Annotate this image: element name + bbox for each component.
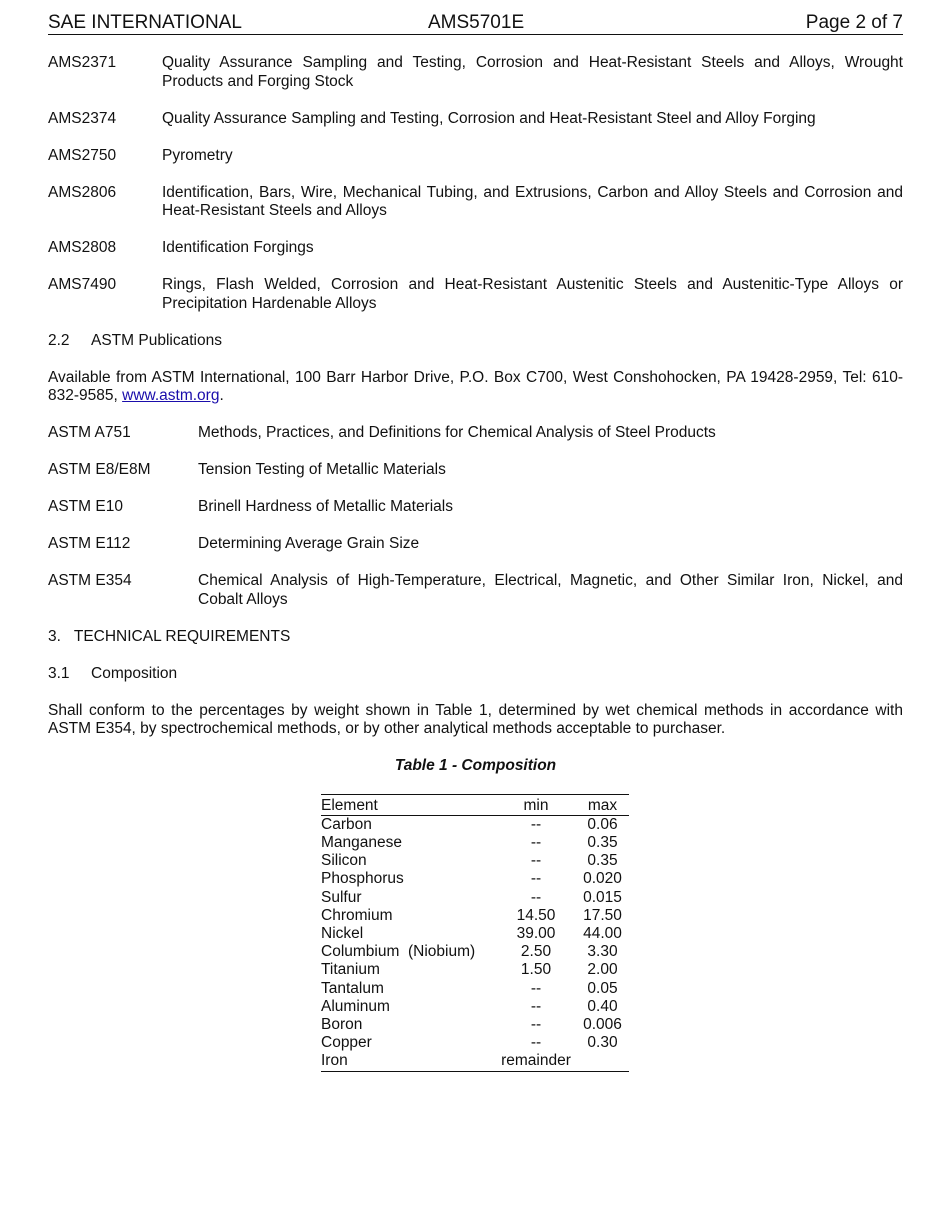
- document-page: [48, 0, 903, 1072]
- max-cell: 17.50: [583, 906, 622, 924]
- max-cell: 0.35: [587, 852, 618, 870]
- table-row: [321, 943, 629, 961]
- reference-title: Rings, Flash Welded, Corrosion and Heat-Resistant Austenitic Steels and Austenitic-Type Alloys or Precipitation Hardenable Alloys: [162, 276, 903, 312]
- reference-code: AMS2371: [48, 54, 117, 71]
- reference-item: [48, 110, 903, 129]
- max-cell: 44.00: [583, 924, 622, 942]
- element-cell: Manganese: [321, 833, 403, 851]
- reference-title: Brinell Hardness of Metallic Materials: [198, 498, 453, 515]
- reference-item: [48, 424, 903, 443]
- reference-item: [48, 461, 903, 480]
- max-cell: 0.30: [587, 1034, 618, 1052]
- reference-title: Methods, Practices, and Definitions for Chemical Analysis of Steel Products: [198, 424, 716, 441]
- table-row: [321, 852, 629, 870]
- reference-item: [48, 572, 903, 609]
- reference-code: ASTM E112: [48, 535, 131, 552]
- table-row: [321, 889, 629, 907]
- section-3-1-heading: [48, 665, 903, 684]
- min-cell: --: [530, 815, 542, 833]
- section-2-2-heading: [48, 332, 903, 351]
- section-title: TECHNICAL REQUIREMENTS: [73, 627, 291, 645]
- reference-item: [48, 276, 903, 313]
- table-row: [321, 834, 629, 852]
- reference-title: Quality Assurance Sampling and Testing, Corrosion and Heat-Resistant Steel and Alloy Forging: [162, 109, 816, 127]
- header-page-number: Page 2 of 7: [805, 12, 903, 33]
- column-header-min: min: [496, 794, 576, 815]
- astm-website-link[interactable]: www.astm.org: [122, 387, 220, 404]
- reference-item: [48, 535, 903, 554]
- table-row: [321, 980, 629, 998]
- max-cell: 3.30: [587, 943, 618, 961]
- table-row: [321, 1016, 629, 1034]
- reference-code: AMS2750: [48, 146, 117, 164]
- element-cell: Silicon: [321, 852, 367, 870]
- column-header-element: Element: [321, 794, 496, 815]
- table-row: [321, 925, 629, 943]
- min-cell: 14.50: [516, 906, 556, 924]
- reference-code: ASTM E354: [48, 572, 132, 589]
- reference-item: [48, 498, 903, 517]
- max-cell: 0.35: [587, 833, 618, 851]
- reference-code: AMS7490: [48, 276, 117, 293]
- reference-item: [48, 184, 903, 221]
- min-cell: --: [530, 870, 542, 888]
- min-cell: 1.50: [520, 961, 552, 979]
- min-cell: --: [530, 1034, 542, 1052]
- element-cell: Aluminum: [321, 997, 390, 1015]
- max-cell: [576, 1052, 629, 1071]
- min-cell: 2.50: [520, 943, 552, 961]
- max-cell: 0.06: [587, 815, 618, 833]
- max-cell: 0.015: [583, 888, 622, 906]
- section-title: Composition: [91, 664, 178, 682]
- table-row: [321, 870, 629, 888]
- reference-title: Pyrometry: [162, 146, 233, 164]
- availability-text: Available from ASTM International, 100 Barr Harbor Drive, P.O. Box C700, West Conshohocken, PA 19428-2959, Tel: 610-832-9585,: [48, 368, 903, 404]
- reference-code: ASTM A751: [48, 424, 131, 441]
- table-row: [321, 907, 629, 925]
- min-cell: remainder: [501, 1052, 571, 1070]
- reference-code: AMS2808: [48, 239, 117, 256]
- reference-code: ASTM E10: [48, 498, 123, 515]
- reference-title: Determining Average Grain Size: [198, 535, 420, 552]
- max-cell: 0.40: [587, 997, 618, 1015]
- element-cell: Carbon: [321, 815, 372, 833]
- composition-paragraph: Shall conform to the percentages by weight shown in Table 1, determined by wet chemical methods in accordance with ASTM E354, by spectrochemical methods, or by other analytical methods acceptable to purchaser.: [48, 701, 903, 737]
- max-cell: 0.05: [587, 979, 618, 997]
- section-title: ASTM Publications: [91, 331, 222, 349]
- min-cell: --: [530, 997, 542, 1015]
- element-cell: Columbium (Niobium): [321, 943, 476, 961]
- astm-availability-paragraph: [48, 369, 903, 406]
- reference-title: Tension Testing of Metallic Materials: [198, 461, 446, 478]
- reference-code: AMS2806: [48, 183, 117, 201]
- element-cell: Nickel: [321, 924, 364, 942]
- header-org: SAE INTERNATIONAL: [48, 12, 242, 33]
- max-cell: 2.00: [587, 961, 618, 979]
- element-cell: Phosphorus: [321, 870, 404, 888]
- reference-item: [48, 54, 903, 91]
- ams-reference-list: [48, 54, 903, 313]
- reference-title: Chemical Analysis of High-Temperature, Electrical, Magnetic, and Other Similar Iron, Nickel, and Cobalt Alloys: [198, 572, 903, 608]
- element-cell: Titanium: [321, 961, 380, 979]
- column-header-max: max: [576, 794, 629, 815]
- reference-code: ASTM E8/E8M: [48, 461, 151, 478]
- table-row: [321, 998, 629, 1016]
- min-cell: --: [530, 1015, 542, 1033]
- element-cell: Tantalum: [321, 979, 384, 997]
- reference-title: Identification, Bars, Wire, Mechanical Tubing, and Extrusions, Carbon and Alloy Steels and Corrosion and Heat-Resistant Steels and Alloys: [162, 183, 903, 219]
- page-header: [48, 12, 903, 35]
- element-cell: Chromium: [321, 906, 393, 924]
- table-header-row: [321, 794, 629, 815]
- reference-title: Identification Forgings: [162, 239, 314, 256]
- astm-reference-list: [48, 424, 903, 609]
- reference-code: AMS2374: [48, 109, 117, 127]
- min-cell: --: [530, 979, 542, 997]
- section-number: 3.1: [48, 664, 70, 682]
- max-cell: 0.020: [583, 870, 622, 888]
- section-number: 3.: [48, 627, 61, 645]
- table-caption: Table 1 - Composition: [394, 757, 557, 774]
- section-3-heading: [48, 628, 903, 647]
- reference-title: Quality Assurance Sampling and Testing, Corrosion and Heat-Resistant Steels and Alloys, Wrought Products and Forging Stock: [162, 54, 903, 90]
- min-cell: --: [530, 888, 542, 906]
- min-cell: --: [530, 833, 542, 851]
- section-number: 2.2: [48, 331, 70, 349]
- element-cell: Boron: [321, 1015, 363, 1033]
- min-cell: 39.00: [516, 924, 556, 942]
- element-cell: Iron: [321, 1052, 348, 1070]
- reference-item: [48, 239, 903, 258]
- reference-item: [48, 147, 903, 166]
- table-row: [321, 961, 629, 979]
- max-cell: 0.006: [583, 1015, 622, 1033]
- element-cell: Sulfur: [321, 888, 362, 906]
- table-row: [321, 1034, 629, 1052]
- composition-table: [321, 794, 629, 1072]
- table-row: [321, 1052, 629, 1071]
- table-row: [321, 815, 629, 834]
- availability-suffix: .: [219, 387, 224, 404]
- min-cell: --: [530, 852, 542, 870]
- header-doc-number: AMS5701E: [428, 12, 525, 33]
- element-cell: Copper: [321, 1034, 372, 1052]
